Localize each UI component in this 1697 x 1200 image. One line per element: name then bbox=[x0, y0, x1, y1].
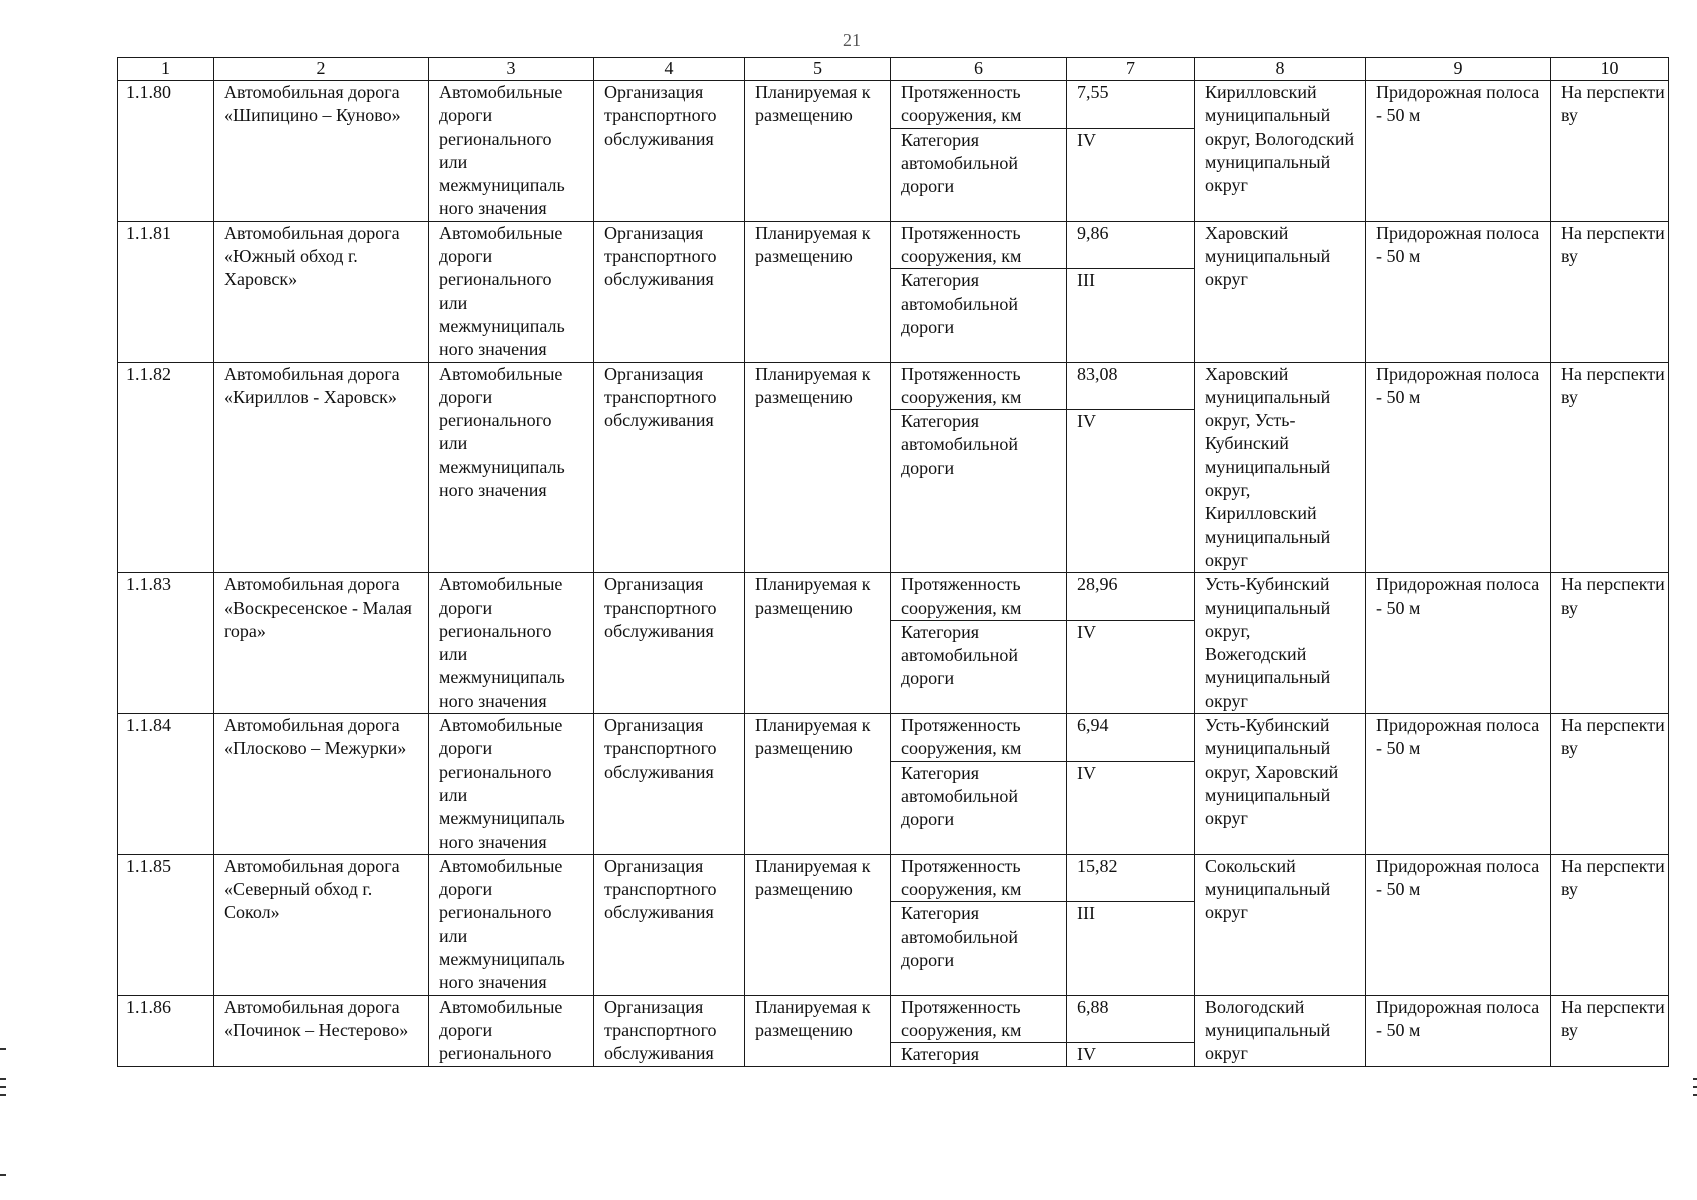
object-zone: Придорожная полоса - 50 м bbox=[1366, 714, 1551, 855]
table-row bbox=[118, 362, 1669, 410]
row-number: 1.1.83 bbox=[118, 573, 214, 714]
object-location: Сокольский муниципальный округ bbox=[1195, 854, 1366, 995]
column-header-8: 8 bbox=[1195, 58, 1366, 81]
object-location: Харовский муниципальный округ, Усть-Кубинский муниципальный округ, Кирилловский муниципальный округ bbox=[1195, 362, 1366, 573]
param-category-label: Категория автомобильной дороги bbox=[891, 410, 1067, 573]
object-type: Автомобильные дороги регионального или межмуниципаль ного значения bbox=[429, 81, 594, 222]
table-header-row bbox=[118, 58, 1669, 81]
object-purpose: Организация транспортного обслуживания bbox=[594, 221, 745, 362]
object-status: Планируемая к размещению bbox=[745, 221, 891, 362]
column-header-9: 9 bbox=[1366, 58, 1551, 81]
param-category-label: Категория автомобильной дороги bbox=[891, 902, 1067, 995]
param-category-label: Категория автомобильной дороги bbox=[891, 761, 1067, 854]
param-category-label: Категория bbox=[891, 1043, 1067, 1067]
param-length-label: Протяженность сооружения, км bbox=[891, 362, 1067, 410]
object-purpose: Организация транспортного обслуживания bbox=[594, 995, 745, 1067]
param-category-label: Категория автомобильной дороги bbox=[891, 128, 1067, 221]
row-number: 1.1.86 bbox=[118, 995, 214, 1067]
planned-objects-table bbox=[117, 57, 1669, 1067]
param-length-value: 6,94 bbox=[1067, 714, 1195, 762]
object-type: Автомобильные дороги регионального или межмуниципаль ного значения bbox=[429, 221, 594, 362]
row-number: 1.1.84 bbox=[118, 714, 214, 855]
column-header-6: 6 bbox=[891, 58, 1067, 81]
column-header-5: 5 bbox=[745, 58, 891, 81]
param-category-value: III bbox=[1067, 902, 1195, 995]
param-category-value: IV bbox=[1067, 410, 1195, 573]
object-status: Планируемая к размещению bbox=[745, 573, 891, 714]
param-length-label: Протяженность сооружения, км bbox=[891, 573, 1067, 621]
row-number: 1.1.85 bbox=[118, 854, 214, 995]
object-name: Автомобильная дорога «Кириллов - Харовск» bbox=[214, 362, 429, 573]
object-zone: Придорожная полоса - 50 м bbox=[1366, 854, 1551, 995]
object-zone: Придорожная полоса - 50 м bbox=[1366, 221, 1551, 362]
object-location: Усть-Кубинский муниципальный округ, Вожегодский муниципальный округ bbox=[1195, 573, 1366, 714]
object-purpose: Организация транспортного обслуживания bbox=[594, 714, 745, 855]
param-category-value: IV bbox=[1067, 761, 1195, 854]
row-number: 1.1.82 bbox=[118, 362, 214, 573]
row-number: 1.1.81 bbox=[118, 221, 214, 362]
row-number: 1.1.80 bbox=[118, 81, 214, 222]
object-purpose: Организация транспортного обслуживания bbox=[594, 362, 745, 573]
object-location: Харовский муниципальный округ bbox=[1195, 221, 1366, 362]
object-name: Автомобильная дорога «Плосково – Межурки» bbox=[214, 714, 429, 855]
param-category-value: III bbox=[1067, 269, 1195, 362]
object-type: Автомобильные дороги регионального или межмуниципаль ного значения bbox=[429, 362, 594, 573]
page-number: 21 bbox=[843, 30, 861, 50]
object-location: Кирилловский муниципальный округ, Вологодский муниципальный округ bbox=[1195, 81, 1366, 222]
param-length-value: 7,55 bbox=[1067, 81, 1195, 129]
table-row bbox=[118, 714, 1669, 762]
table-row bbox=[118, 854, 1669, 902]
param-length-value: 83,08 bbox=[1067, 362, 1195, 410]
object-zone: Придорожная полоса - 50 м bbox=[1366, 995, 1551, 1067]
column-header-10: 10 bbox=[1551, 58, 1669, 81]
object-zone: Придорожная полоса - 50 м bbox=[1366, 81, 1551, 222]
table-row bbox=[118, 995, 1669, 1043]
object-status: Планируемая к размещению bbox=[745, 81, 891, 222]
object-name: Автомобильная дорога «Починок – Нестерово» bbox=[214, 995, 429, 1067]
object-name: Автомобильная дорога «Шипицино – Куново» bbox=[214, 81, 429, 222]
right-margin-marks bbox=[1691, 1078, 1697, 1098]
param-length-value: 9,86 bbox=[1067, 221, 1195, 269]
object-term: На перспекти ву bbox=[1551, 995, 1669, 1067]
object-term: На перспекти ву bbox=[1551, 573, 1669, 714]
object-name: Автомобильная дорога «Северный обход г. Сокол» bbox=[214, 854, 429, 995]
object-status: Планируемая к размещению bbox=[745, 995, 891, 1067]
object-zone: Придорожная полоса - 50 м bbox=[1366, 573, 1551, 714]
param-length-label: Протяженность сооружения, км bbox=[891, 221, 1067, 269]
object-location: Вологодский муниципальный округ bbox=[1195, 995, 1366, 1067]
object-type: Автомобильные дороги регионального bbox=[429, 995, 594, 1067]
object-type: Автомобильные дороги регионального или межмуниципаль ного значения bbox=[429, 854, 594, 995]
object-term: На перспекти ву bbox=[1551, 81, 1669, 222]
object-name: Автомобильная дорога «Южный обход г. Харовск» bbox=[214, 221, 429, 362]
column-header-1: 1 bbox=[118, 58, 214, 81]
object-location: Усть-Кубинский муниципальный округ, Харовский муниципальный округ bbox=[1195, 714, 1366, 855]
param-length-label: Протяженность сооружения, км bbox=[891, 995, 1067, 1043]
object-term: На перспекти ву bbox=[1551, 362, 1669, 573]
object-type: Автомобильные дороги регионального или межмуниципаль ного значения bbox=[429, 573, 594, 714]
table-row bbox=[118, 573, 1669, 621]
table-row bbox=[118, 221, 1669, 269]
param-length-label: Протяженность сооружения, км bbox=[891, 81, 1067, 129]
object-status: Планируемая к размещению bbox=[745, 854, 891, 995]
column-header-4: 4 bbox=[594, 58, 745, 81]
object-purpose: Организация транспортного обслуживания bbox=[594, 573, 745, 714]
param-length-value: 15,82 bbox=[1067, 854, 1195, 902]
object-name: Автомобильная дорога «Воскресенское - Малая гора» bbox=[214, 573, 429, 714]
column-header-7: 7 bbox=[1067, 58, 1195, 81]
object-term: На перспекти ву bbox=[1551, 714, 1669, 855]
param-category-value: IV bbox=[1067, 128, 1195, 221]
column-header-3: 3 bbox=[429, 58, 594, 81]
param-length-value: 6,88 bbox=[1067, 995, 1195, 1043]
object-status: Планируемая к размещению bbox=[745, 362, 891, 573]
left-margin-marks bbox=[0, 1048, 8, 1178]
object-term: На перспекти ву bbox=[1551, 221, 1669, 362]
param-category-label: Категория автомобильной дороги bbox=[891, 269, 1067, 362]
object-status: Планируемая к размещению bbox=[745, 714, 891, 855]
object-term: На перспекти ву bbox=[1551, 854, 1669, 995]
object-purpose: Организация транспортного обслуживания bbox=[594, 854, 745, 995]
param-category-value: IV bbox=[1067, 620, 1195, 713]
param-category-label: Категория автомобильной дороги bbox=[891, 620, 1067, 713]
param-length-value: 28,96 bbox=[1067, 573, 1195, 621]
object-purpose: Организация транспортного обслуживания bbox=[594, 81, 745, 222]
object-type: Автомобильные дороги регионального или межмуниципаль ного значения bbox=[429, 714, 594, 855]
param-length-label: Протяженность сооружения, км bbox=[891, 854, 1067, 902]
object-zone: Придорожная полоса - 50 м bbox=[1366, 362, 1551, 573]
table-row bbox=[118, 81, 1669, 129]
column-header-2: 2 bbox=[214, 58, 429, 81]
param-category-value: IV bbox=[1067, 1043, 1195, 1067]
param-length-label: Протяженность сооружения, км bbox=[891, 714, 1067, 762]
